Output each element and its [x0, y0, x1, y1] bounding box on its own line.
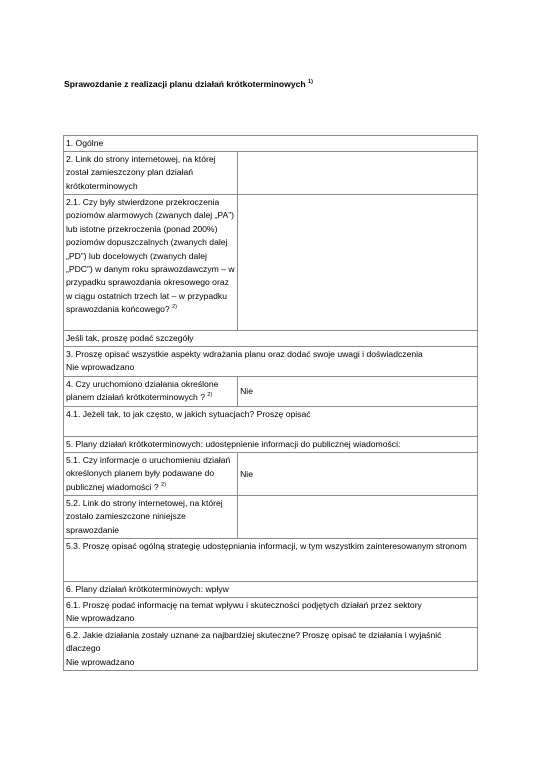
frequency-cell	[64, 407, 478, 437]
row-3-exceedances	[64, 195, 478, 331]
implementation-cell	[64, 347, 478, 377]
info-published-answer: Nie	[240, 468, 253, 479]
info-published-answer-cell	[238, 453, 478, 496]
impact-by-sector-answer: Nie wprowadzano	[66, 613, 135, 624]
row-5-implementation	[64, 347, 478, 377]
implementation-answer: Nie wprowadzano	[66, 362, 135, 373]
row-4-details	[64, 331, 478, 347]
exceedances-footnote: 2)	[172, 304, 177, 311]
report-link-question-cell	[64, 496, 238, 539]
row-8-public-info	[64, 437, 478, 453]
section-public-info-label: 5. Plany działań krótkoterminowych: udostępnienie informacji do publicznej wiadomości:	[66, 439, 401, 449]
info-published-question: 5.1. Czy informacje o uruchomieniu działań określonych planem były podawane do publicznej wiadomości ?	[66, 455, 231, 492]
row-10-report-link	[64, 496, 478, 539]
strategy-question: 5.3. Proszę opisać ogólną strategię udostępniania informacji, w tym wszystkim zainteresowanym stronom	[66, 541, 467, 551]
row-1-general	[64, 136, 478, 152]
row-14-most-effective	[64, 628, 478, 671]
row-2-plan-link	[64, 152, 478, 195]
plan-link-question-cell	[64, 152, 238, 195]
row-13-impact-by-sector	[64, 598, 478, 628]
row-6-actions-launched	[64, 377, 478, 407]
actions-launched-question-cell	[64, 377, 238, 407]
plan-link-question: 2. Link do strony internetowej, na której został zamieszczony plan działań krótkoterminowych	[66, 154, 216, 191]
info-published-footnote: 2)	[161, 481, 166, 488]
section-public-info-cell	[64, 437, 478, 453]
strategy-cell	[64, 539, 478, 582]
actions-launched-answer: Nie	[240, 386, 253, 397]
row-11-strategy	[64, 539, 478, 582]
exceedances-question: 2.1. Czy były stwierdzone przekroczenia poziomów alarmowych (zwanych dalej „PA”) lub istotne przekroczenia (ponad 200%) poziomów dopuszczalnych (zwanych dalej „PD”) lub docelowych (zwanych dalej „PDC”) w danym roku sprawozdawczym – w przypadku sprawozdania okresowego oraz w ciągu ostatnich trzech lat – w przypadku sprawozdania końcowego?	[66, 197, 235, 315]
actions-launched-answer-cell	[238, 377, 478, 407]
report-link-question: 5.2. Link do strony internetowej, na której zostało zamieszczone niniejsze sprawozdanie	[66, 498, 223, 535]
section-impact-label: 6. Plany działań krótkoterminowych: wpływ	[66, 584, 229, 594]
title-footnote: 1)	[308, 79, 313, 86]
implementation-question: 3. Proszę opisać wszystkie aspekty wdrażania planu oraz dodać swoje uwagi i doświadczenia	[66, 349, 423, 359]
section-general-label: 1. Ogólne	[66, 138, 104, 148]
impact-by-sector-cell	[64, 598, 478, 628]
document-title	[64, 79, 313, 89]
details-cell	[64, 331, 478, 347]
info-published-question-cell	[64, 453, 238, 496]
details-label: Jeśli tak, proszę podać szczegóły	[66, 333, 194, 343]
most-effective-answer: Nie wprowadzano	[66, 656, 135, 667]
exceedances-question-cell	[64, 195, 238, 331]
actions-launched-footnote: 2)	[207, 392, 213, 399]
row-9-info-published	[64, 453, 478, 496]
section-impact-cell	[64, 582, 478, 598]
impact-by-sector-question: 6.1. Proszę podać informację na temat wpływu i skuteczności podjętych działań przez sektory	[66, 600, 422, 610]
frequency-question: 4.1. Jeżeli tak, to jak często, w jakich sytuacjach? Proszę opisać	[66, 409, 311, 419]
report-link-answer-cell	[238, 496, 478, 539]
actions-launched-question: 4. Czy uruchomiono działania określone planem działań krótkoterminowych ?	[66, 379, 219, 403]
section-general-cell	[64, 136, 478, 152]
row-7-frequency	[64, 407, 478, 437]
most-effective-cell	[64, 628, 478, 671]
document-title-text: Sprawozdanie z realizacji planu działań krótkoterminowych	[64, 79, 306, 89]
report-table	[63, 135, 478, 671]
plan-link-answer-cell	[238, 152, 478, 195]
most-effective-question: 6.2. Jakie działania zostały uznane za najbardziej skuteczne? Proszę opisać te działania i wyjaśnić dlaczego	[66, 630, 442, 654]
row-12-impact	[64, 582, 478, 598]
exceedances-answer-cell	[238, 195, 478, 331]
